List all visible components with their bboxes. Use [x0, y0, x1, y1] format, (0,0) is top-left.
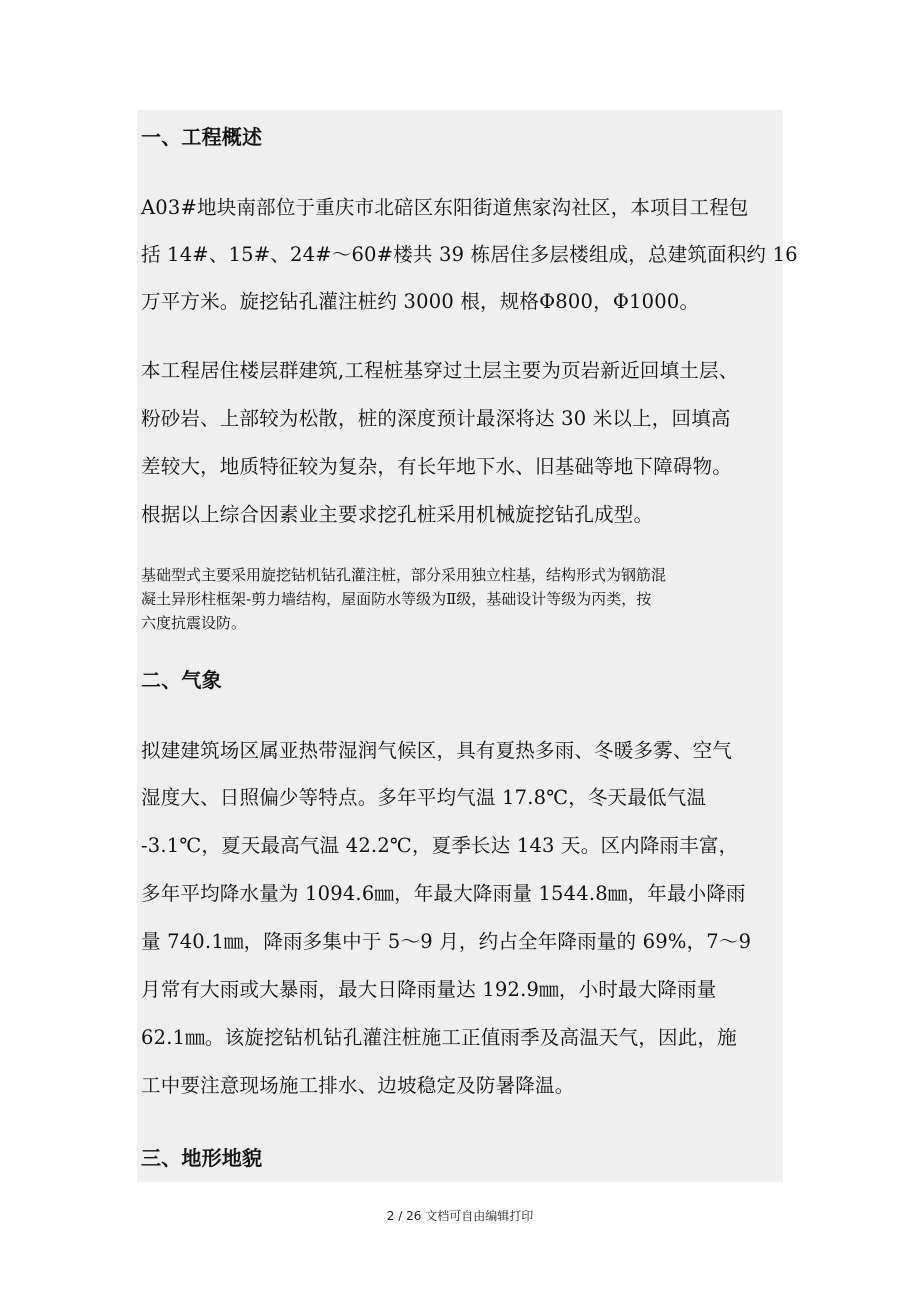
paragraph-line: 月常有大雨或大暴雨，最大日降雨量达 192.9㎜，小时最大降雨量: [141, 978, 717, 1001]
paragraph-line: 本工程居住楼层群建筑,工程桩基穿过土层主要为页岩新近回填土层、: [141, 359, 739, 382]
paragraph-line: A03#地块南部位于重庆市北碚区东阳街道焦家沟社区，本项目工程包: [141, 196, 749, 219]
small-paragraph-line: 基础型式主要采用旋挖钻机钻孔灌注桩，部分采用独立柱基，结构形式为钢筋混: [141, 566, 667, 584]
small-paragraph-line: 凝土异形柱框架-剪力墙结构，屋面防水等级为Ⅱ级，基础设计等级为丙类，按: [141, 590, 652, 608]
paragraph-line: 工中要注意现场施工排水、边坡稳定及防暑降温。: [141, 1074, 575, 1097]
paragraph-line: 湿度大、日照偏少等特点。多年平均气温 17.8℃，冬天最低气温: [141, 786, 707, 809]
section-heading-terrain: 三、地形地貌: [141, 1146, 263, 1170]
paragraph-line: 多年平均降水量为 1094.6㎜，年最大降雨量 1544.8㎜，年最小降雨: [141, 882, 746, 905]
paragraph-line: 括 14#、15#、24#～60#楼共 39 栋居住多层楼组成，总建筑面积约 16: [141, 243, 798, 266]
section-heading-climate: 二、气象: [141, 668, 222, 692]
page-footer: 2 / 26 文档可自由编辑打印: [386, 1209, 534, 1223]
paragraph-line: 万平方米。旋挖钻孔灌注桩约 3000 根，规格Φ800，Φ1000。: [141, 290, 700, 313]
section-heading-overview: 一、工程概述: [141, 125, 263, 149]
paragraph-line: -3.1℃，夏天最高气温 42.2℃，夏季长达 143 天。区内降雨丰富，: [141, 834, 739, 857]
paragraph-line: 62.1㎜。该旋挖钻机钻孔灌注桩施工正值雨季及高温天气，因此，施: [141, 1026, 737, 1049]
paragraph-line: 差较大，地质特征较为复杂，有长年地下水、旧基础等地下障碍物。: [141, 455, 733, 478]
paragraph-line: 根据以上综合因素业主要求挖孔桩采用机械旋挖钻孔成型。: [141, 503, 654, 526]
paragraph-line: 拟建建筑场区属亚热带湿润气候区，具有夏热多雨、冬暖多雾、空气: [141, 739, 733, 762]
paragraph-line: 粉砂岩、上部较为松散，桩的深度预计最深将达 30 米以上，回填高: [141, 407, 731, 430]
paragraph-line: 量 740.1㎜，降雨多集中于 5～9 月，约占全年降雨量的 69%，7～9: [141, 930, 752, 953]
small-paragraph-line: 六度抗震设防。: [141, 614, 247, 632]
document-body: [137, 110, 798, 1182]
